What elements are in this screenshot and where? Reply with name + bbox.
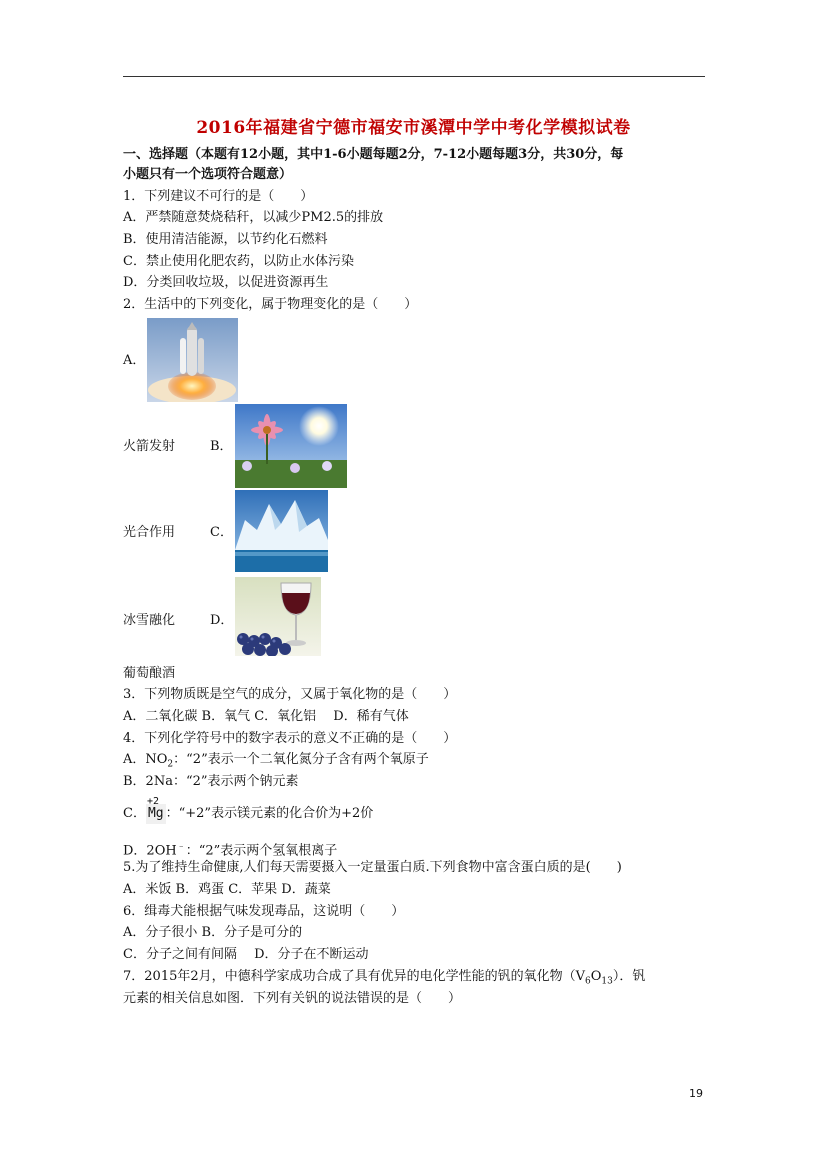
q2-caption-a: 火箭发射 <box>123 439 176 454</box>
iceberg-image <box>235 490 328 572</box>
q6-stem: 6．缉毒犬能根据气味发现毒品，这说明（ ） <box>123 904 405 919</box>
q4-d-prefix: D．2OH <box>123 843 177 859</box>
q6-options-cd: C．分子之间有间隔 D．分子在不断运动 <box>123 947 369 962</box>
q1-option-a: A．严禁随意焚烧秸秆，以减少PM2.5的排放 <box>123 210 384 225</box>
mg-valence-symbol <box>146 796 166 824</box>
q1-option-b: B．使用清洁能源，以节约化石燃料 <box>123 232 328 247</box>
q1-stem: 1．下列建议不可行的是（ ） <box>123 189 314 204</box>
q3-stem: 3．下列物质既是空气的成分，又属于氧化物的是（ ） <box>123 687 457 702</box>
header-rule <box>123 76 705 77</box>
rocket-launch-image <box>147 318 238 402</box>
q5-options: A．米饭 B．鸡蛋 C．苹果 D．蔬菜 <box>123 882 331 897</box>
q1-option-c: C．禁止使用化肥农药，以防止水体污染 <box>123 254 354 269</box>
q7-sub-13: 13 <box>601 976 613 987</box>
q2-option-c-label: C． <box>210 525 233 540</box>
q4-option-b: B．2Na：“2”表示两个钠元素 <box>123 774 299 789</box>
q2-option-a-label: A． <box>123 353 146 368</box>
q2-caption-c: 冰雪融化 <box>123 613 176 628</box>
q4-option-c <box>123 796 374 824</box>
q2-stem: 2．生活中的下列变化，属于物理变化的是（ ） <box>123 297 418 312</box>
q4-d-text: ：“2”表示两个氢氧根离子 <box>185 843 338 859</box>
q7-sub-6: 6 <box>585 976 591 987</box>
q4-c-text: ：“+2”表示镁元素的化合价为+2价 <box>165 806 374 821</box>
q4-a-subscript: 2 <box>167 759 174 770</box>
q4-stem: 4．下列化学符号中的数字表示的意义不正确的是（ ） <box>123 731 457 746</box>
q7-stem-suffix: ）．钒 <box>612 969 646 984</box>
q7-stem-prefix: 7．2015年2月，中德科学家成功合成了具有优异的电化学性能的钒的氧化物（V <box>123 969 586 984</box>
q4-a-prefix: A．NO <box>123 752 168 767</box>
q1-option-d: D．分类回收垃圾，以促进资源再生 <box>123 275 329 290</box>
q4-d-superscript: ﹣ <box>176 842 186 852</box>
flower-sun-image <box>235 404 347 488</box>
q3-options: A．二氧化碳 B．氧气 C．氧化铝 D．稀有气体 <box>123 709 409 724</box>
section-heading-line1: 一、选择题（本题有12小题，其中1-6小题每题2分，7-12小题每题3分，共30分，每 <box>123 147 624 162</box>
q6-options-ab: A．分子很小 B．分子是可分的 <box>123 925 303 940</box>
q2-caption-b: 光合作用 <box>123 525 176 540</box>
q4-option-a <box>123 750 429 775</box>
q2-option-b-label: B． <box>210 439 233 454</box>
page-number: 19 <box>689 1087 703 1100</box>
mg-symbol: Mg <box>147 806 164 821</box>
q5-stem: 5.为了维持生命健康,人们每天需要摄入一定量蛋白质.下列食物中富含蛋白质的是( ) <box>123 860 622 875</box>
q4-c-label: C． <box>123 806 146 821</box>
section-heading-line2: 小题只有一个选项符合题意） <box>123 167 293 182</box>
q7-stem-line1 <box>123 967 645 992</box>
q7-oxygen: O <box>590 969 602 984</box>
q7-stem-line2: 元素的相关信息如图．下列有关钒的说法错误的是（ ） <box>123 991 462 1006</box>
grape-wine-image <box>235 577 321 656</box>
exam-title: 2016年福建省宁德市福安市溪潭中学中考化学模拟试卷 <box>196 118 631 138</box>
mg-valence: +2 <box>146 796 159 807</box>
q2-caption-d: 葡萄酿酒 <box>123 666 176 681</box>
q4-a-text: ：“2”表示一个二氧化氮分子含有两个氧原子 <box>173 752 429 767</box>
q2-option-d-label: D． <box>210 613 234 628</box>
